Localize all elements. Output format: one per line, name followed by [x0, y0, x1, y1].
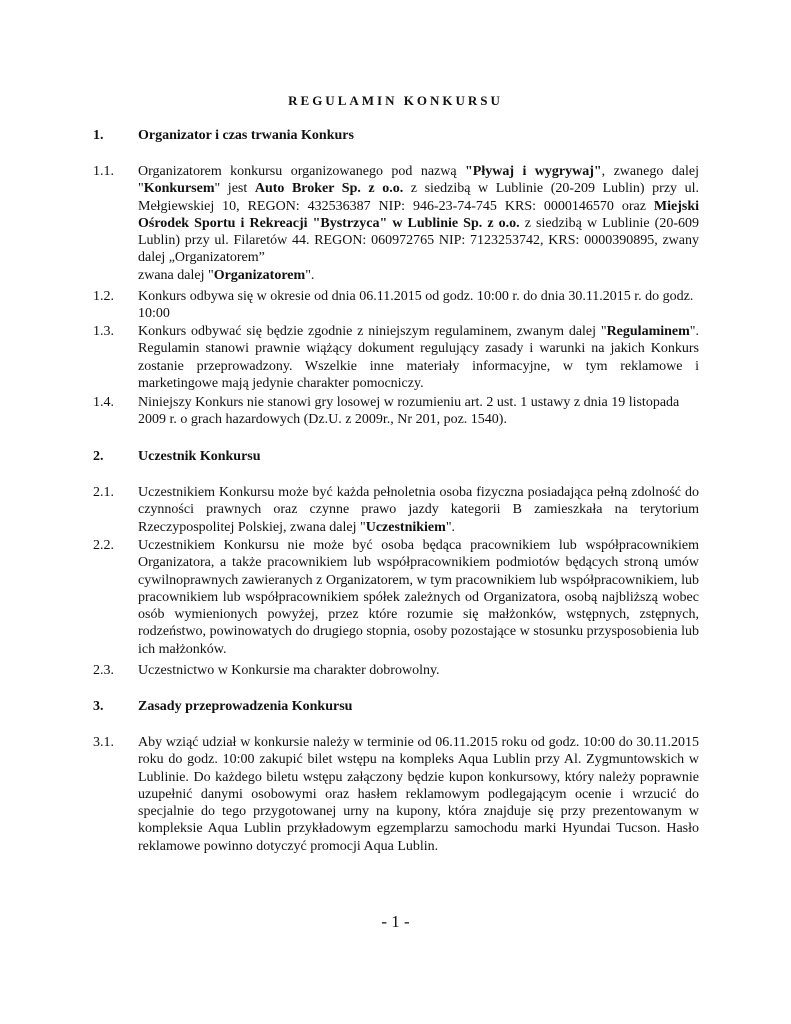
- paragraph-number: 2.3.: [93, 663, 114, 678]
- text-run: , zwanego dalej ": [138, 164, 699, 197]
- document-title: REGULAMIN KONKURSU: [288, 93, 503, 108]
- text-run: " jest: [214, 181, 255, 197]
- paragraph-2-3: [93, 662, 699, 679]
- text-run: ".: [305, 267, 315, 283]
- paragraph-number: 1.1.: [93, 164, 114, 179]
- organizer-name: Miejski Ośrodek Sportu i Rekreacji "Bystrzyca" w Lublinie Sp. z o.o.: [138, 198, 699, 231]
- text-run: Organizatorem konkursu organizowanego pod nazwą: [138, 164, 466, 179]
- section-number: 1.: [93, 128, 104, 143]
- paragraph-body: Uczestnikiem Konkursu nie może być osoba będąca pracownikiem lub współpracownikiem Organizatora, a także pracownikiem lub współpracownikiem podmiotów będących stroną umów cywilnoprawnych zawieranych z Organizatorem, w tym pracownikiem lub współpracownikiem, lub pracownikiem lub współpracownikiem spółek zależnych od Organizatora, osobą najbliższą wobec osób wymienionych powyżej, przez które rozumie się małżonków, wstępnych, zstępnych, rodzeństwo, powinowatych do drugiego stopnia, osoby pozostające w stosunku przysposobienia lub ich małżonków.: [138, 538, 699, 657]
- paragraph-number: 3.1.: [93, 735, 114, 750]
- section-title: Uczestnik Konkursu: [138, 449, 261, 464]
- paragraph-body: [138, 163, 699, 267]
- section-number: 2.: [93, 449, 104, 464]
- paragraph-1-3: [93, 323, 699, 392]
- text-run: zwana dalej ": [138, 267, 214, 283]
- paragraph-number: 2.1.: [93, 485, 114, 500]
- paragraph-1-1: [93, 163, 699, 284]
- paragraph-body: Uczestnictwo w Konkursie ma charakter dobrowolny.: [138, 663, 440, 678]
- defined-term: Konkursem: [143, 181, 215, 197]
- paragraph-body: Aby wziąć udział w konkursie należy w terminie od 06.11.2015 roku od godz. 10:00 do 30.11.2015 roku do godz. 10:00 zakupić bilet wstępu na kompleks Aqua Lublin przy Al. Zygmuntowskich w Lublinie. Do każdego biletu wstępu załączony będzie kupon konkursowy, który należy poprawnie uzupełnić danymi osobowymi oraz hasłem reklamowym podlegającym ocenie i wrzucić do specjalnie do tego przygotowanej urny na kupony, która znajduje się przy prezentowanym w kompleksie Aqua Lublin przykładowym egzemplarzu samochodu marki Hyundai Tucson. Hasło reklamowe powinno dotyczyć promocji Aqua Lublin.: [138, 735, 699, 854]
- section-number: 3.: [93, 699, 104, 714]
- paragraph-body: Niniejszy Konkurs nie stanowi gry losowej w rozumieniu art. 2 ust. 1 ustawy z dnia 19 listopada 2009 r. o grach hazardowych (Dz.U. z 2009r., Nr 201, poz. 1540).: [138, 395, 680, 428]
- paragraph-body: [138, 323, 699, 392]
- section-title: Zasady przeprowadzenia Konkursu: [138, 699, 353, 714]
- paragraph-number: 1.4.: [93, 395, 114, 410]
- paragraph-1-2: [93, 288, 699, 323]
- paragraph-body: Konkurs odbywa się w okresie od dnia 06.11.2015 od godz. 10:00 r. do dnia 30.11.2015 r. do godz. 10:00: [138, 289, 694, 322]
- contest-name: "Pływaj i wygrywaj": [465, 164, 602, 179]
- defined-term: Uczestnikiem: [365, 519, 446, 535]
- paragraph-2-2: [93, 537, 699, 658]
- text-run: ".: [445, 519, 456, 535]
- paragraph-number: 1.2.: [93, 289, 114, 304]
- paragraph-2-1: [93, 484, 699, 536]
- defined-term: Regulaminem: [606, 324, 690, 339]
- text-run: ". Regulamin stanowi prawnie wiążący dokument regulujący zasady i warunki na jakich Konkurs zostanie przeprowadzony. Wszelkie inne materiały informacyjne, w tym reklamowe i marketingowe mają jedynie charakter pomocniczy.: [138, 324, 699, 391]
- paragraph-number: 1.3.: [93, 324, 114, 339]
- paragraph-body: [138, 267, 699, 284]
- paragraph-1-4: [93, 394, 699, 429]
- paragraph-body: [138, 484, 699, 536]
- text-run: Konkurs odbywać się będzie zgodnie z niniejszym regulaminem, zwanym dalej ": [138, 324, 607, 339]
- paragraph-number: 2.2.: [93, 538, 114, 553]
- text-run: z siedzibą w Lublinie (20-609 Lublin) przy ul. Filaretów 44. REGON: 060972765 NIP: 7123253742, KRS: 0000390895, zwany dalej „Organizatorem”: [138, 215, 699, 266]
- paragraph-3-1: [93, 734, 699, 855]
- organizer-name: Auto Broker Sp. z o.o.: [254, 181, 404, 197]
- text-run: Uczestnikiem Konkursu może być każda pełnoletnia osoba fizyczna posiadająca pełną zdolność do czynności prawnych oraz czynne prawo jazdy kategorii B zamieszkała na terytorium Rzeczypospolitej Polskiej, zwana dalej ": [138, 485, 699, 535]
- defined-term: Organizatorem: [213, 267, 306, 283]
- section-title: Organizator i czas trwania Konkurs: [138, 128, 354, 143]
- text-run: z siedzibą w Lublinie (20-209 Lublin) przy ul. Mełgiewskiej 10, REGON: 432536387 NIP: 946-23-74-745 KRS: 0000146570 oraz: [138, 181, 700, 214]
- page-number: - 1 -: [381, 912, 410, 931]
